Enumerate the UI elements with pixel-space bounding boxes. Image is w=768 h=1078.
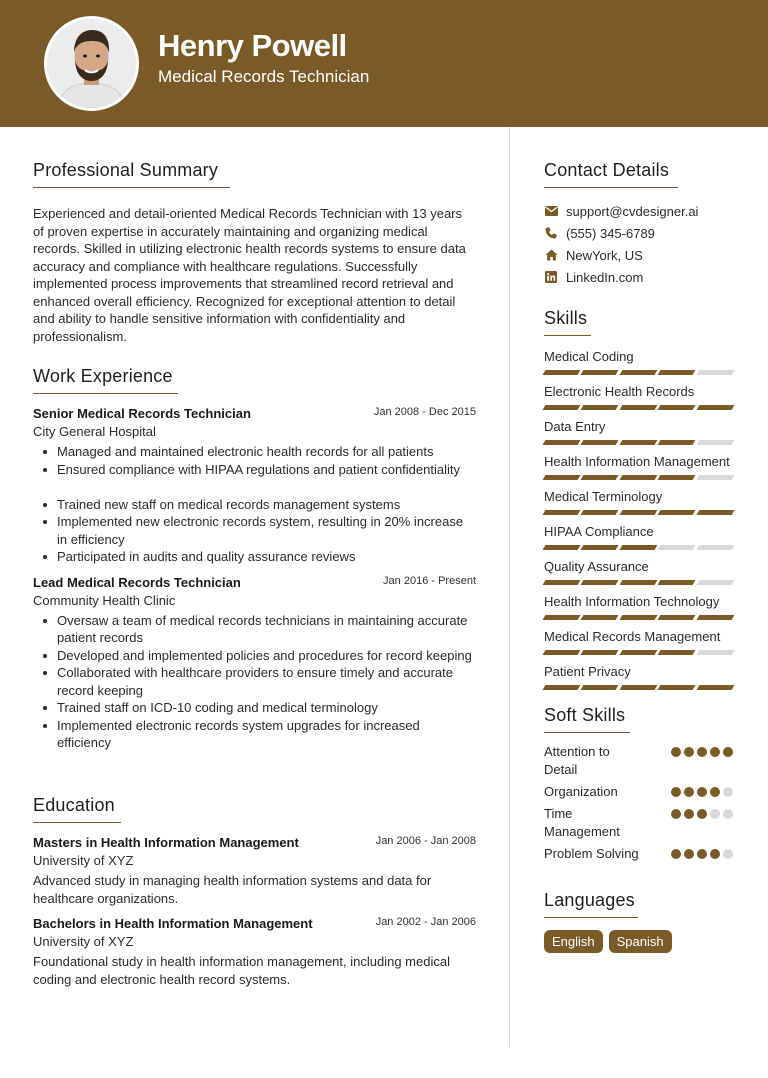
section-title-skills: Skills — [544, 308, 591, 336]
skill-name: Electronic Health Records — [544, 384, 695, 399]
skill-level-segment — [581, 475, 619, 480]
job-role: Lead Medical Records Technician — [33, 574, 241, 590]
skill-level-segment — [696, 615, 734, 620]
skills-section — [544, 308, 733, 690]
rating-dot — [684, 809, 694, 819]
contact-phone-text: (555) 345-6789 — [566, 225, 655, 241]
job-bullet: Implemented electronic records system upgrades for increased efficiency — [33, 717, 476, 752]
skill-level-segment — [658, 685, 696, 690]
skill-name: HIPAA Compliance — [544, 524, 654, 539]
person-portrait-icon — [47, 19, 136, 108]
contact-location — [544, 244, 736, 266]
job-bullet: Trained staff on ICD-10 coding and medical terminology — [33, 699, 476, 717]
job-dates: Jan 2008 - Dec 2015 — [373, 406, 476, 418]
skill-level-bar — [544, 615, 733, 620]
rating-dot — [671, 787, 681, 797]
skill-level-segment — [581, 615, 619, 620]
job-organization: Community Health Clinic — [33, 592, 176, 608]
skill-level-bar — [544, 440, 733, 445]
skill-item — [544, 628, 733, 655]
soft-skill-name: Attention to Detail — [544, 744, 610, 777]
skill-level-segment — [619, 545, 657, 550]
skill-item — [544, 523, 733, 550]
header-banner — [0, 0, 768, 127]
skill-level-segment — [619, 475, 657, 480]
skill-level-segment — [658, 440, 696, 445]
job-entry — [33, 574, 476, 752]
rating-dot — [684, 747, 694, 757]
languages-section — [544, 890, 733, 953]
rating-dot — [710, 747, 720, 757]
language-badge: English — [544, 930, 603, 953]
soft-skill-name: Problem Solving — [544, 846, 639, 861]
skill-level-bar — [544, 370, 733, 375]
soft-skill-item — [544, 743, 733, 779]
home-icon — [544, 248, 558, 262]
section-title-summary: Professional Summary — [33, 160, 230, 188]
candidate-name: Henry Powell — [158, 28, 347, 63]
skill-level-segment — [658, 510, 696, 515]
rating-dot — [710, 787, 720, 797]
section-title-education: Education — [33, 795, 121, 823]
skill-item — [544, 558, 733, 585]
linkedin-icon — [544, 270, 558, 284]
contact-list — [544, 200, 736, 288]
soft-skills-list — [544, 743, 733, 863]
skill-level-segment — [543, 650, 581, 655]
skill-level-segment — [543, 685, 581, 690]
skill-level-segment — [619, 370, 657, 375]
skill-level-segment — [696, 405, 734, 410]
education-dates: Jan 2002 - Jan 2006 — [375, 916, 476, 928]
contact-email-text: support@cvdesigner.ai — [566, 203, 699, 219]
job-bullet: Participated in audits and quality assurance reviews — [33, 548, 476, 566]
summary-text: Experienced and detail-oriented Medical Records Technician with 13 years of proven expertise in accurately maintaining and organizing medical records. Skilled in utilizing electronic health records systems to ensure data accuracy and compliance with healthcare regulations. Successfully implemented process improvements that streamlined record retrieval and enhanced overall efficiency. Recognized for exceptional attention to detail and ability to handle sensitive information with confidentiality and professionalism. — [33, 206, 466, 344]
section-title-experience: Work Experience — [33, 366, 178, 394]
skill-level-segment — [543, 510, 581, 515]
skill-name: Quality Assurance — [544, 559, 649, 574]
rating-dot — [671, 849, 681, 859]
skill-level-segment — [581, 685, 619, 690]
skill-name: Data Entry — [544, 419, 606, 434]
skill-name: Patient Privacy — [544, 664, 631, 679]
skill-item — [544, 663, 733, 690]
skill-level-segment — [696, 370, 734, 375]
skill-level-segment — [619, 650, 657, 655]
education-header — [33, 834, 476, 852]
rating-dot — [710, 809, 720, 819]
skill-level-segment — [543, 440, 581, 445]
rating-dot — [710, 849, 720, 859]
soft-skills-section — [544, 705, 733, 863]
skill-level-segment — [696, 510, 734, 515]
skill-level-segment — [543, 475, 581, 480]
skill-level-bar — [544, 580, 733, 585]
languages-list — [544, 930, 733, 953]
job-header — [33, 574, 476, 592]
school-name: University of XYZ — [33, 853, 134, 868]
rating-dot — [684, 787, 694, 797]
rating-dot — [723, 849, 733, 859]
section-title-contact: Contact Details — [544, 160, 678, 188]
job-dates: Jan 2016 - Present — [383, 574, 476, 587]
skill-level-segment — [658, 545, 696, 550]
job-bullet: Trained new staff on medical records management systems — [33, 496, 476, 514]
soft-skill-rating — [671, 849, 733, 859]
school-name: University of XYZ — [33, 934, 134, 949]
soft-skill-name: Organization — [544, 784, 618, 799]
skill-level-segment — [581, 370, 619, 375]
skill-level-segment — [619, 685, 657, 690]
skill-item — [544, 593, 733, 620]
skill-level-segment — [696, 580, 734, 585]
soft-skill-item — [544, 845, 733, 863]
skill-level-bar — [544, 405, 733, 410]
skill-level-segment — [619, 615, 657, 620]
contact-phone[interactable] — [544, 222, 736, 244]
skill-level-segment — [658, 475, 696, 480]
skill-level-bar — [544, 545, 733, 550]
rating-dot — [723, 787, 733, 797]
skill-level-segment — [696, 475, 734, 480]
skill-level-segment — [581, 405, 619, 410]
experience-section — [33, 366, 476, 752]
skill-item — [544, 383, 733, 410]
skill-level-segment — [619, 510, 657, 515]
contact-location-text: NewYork, US — [566, 247, 643, 263]
job-bullet: Ensured compliance with HIPAA regulations and patient confidentiality — [33, 461, 476, 479]
skill-level-segment — [581, 650, 619, 655]
rating-dot — [723, 747, 733, 757]
skill-level-bar — [544, 475, 733, 480]
skill-name: Medical Coding — [544, 349, 634, 364]
rating-dot — [671, 747, 681, 757]
education-header — [33, 915, 476, 933]
skill-name: Medical Terminology — [544, 489, 663, 504]
skill-level-segment — [658, 650, 696, 655]
skill-level-segment — [543, 370, 581, 375]
skill-item — [544, 453, 733, 480]
profile-photo — [44, 16, 139, 111]
contact-section — [544, 160, 736, 288]
soft-skill-rating — [671, 787, 733, 797]
skill-level-segment — [619, 580, 657, 585]
skill-level-segment — [658, 615, 696, 620]
education-entry — [33, 834, 476, 907]
education-section — [33, 795, 476, 988]
contact-linkedin-text: LinkedIn.com — [566, 269, 644, 285]
rating-dot — [697, 849, 707, 859]
soft-skill-item — [544, 805, 733, 841]
skill-name: Health Information Management — [544, 454, 730, 469]
job-bullet: Collaborated with healthcare providers to ensure timely and accurate record keeping — [33, 664, 476, 699]
skill-level-segment — [696, 650, 734, 655]
skill-level-segment — [696, 685, 734, 690]
language-badge: Spanish — [609, 930, 672, 953]
job-header — [33, 405, 476, 423]
skill-level-segment — [658, 405, 696, 410]
rating-dot — [697, 809, 707, 819]
job-bullet: Developed and implemented policies and procedures for record keeping — [33, 647, 476, 665]
job-bullet: Managed and maintained electronic health records for all patients — [33, 443, 476, 461]
skill-name: Medical Records Management — [544, 629, 721, 644]
rating-dot — [697, 747, 707, 757]
soft-skill-item — [544, 783, 733, 801]
skill-level-segment — [619, 440, 657, 445]
job-organization: City General Hospital — [33, 424, 156, 439]
skill-level-segment — [658, 370, 696, 375]
rating-dot — [671, 809, 681, 819]
section-title-soft-skills: Soft Skills — [544, 705, 630, 733]
candidate-title: Medical Records Technician — [158, 67, 370, 86]
skill-level-segment — [543, 580, 581, 585]
education-description: Foundational study in health information management, including medical coding and electronic health record systems. — [33, 954, 450, 987]
skill-level-segment — [543, 615, 581, 620]
job-bullet: Implemented new electronic records system, resulting in 20% increase in efficiency — [33, 513, 476, 548]
degree-title: Bachelors in Health Information Management — [33, 916, 313, 931]
soft-skill-name: Time Management — [544, 806, 620, 839]
skill-name: Health Information Technology — [544, 594, 720, 609]
job-bullets — [33, 443, 476, 566]
skill-level-segment — [696, 545, 734, 550]
degree-title: Masters in Health Information Management — [33, 835, 299, 850]
skill-level-segment — [543, 545, 581, 550]
job-bullet: Oversaw a team of medical records technicians in maintaining accurate patient records — [33, 612, 476, 647]
job-role: Senior Medical Records Technician — [33, 406, 251, 421]
skills-list — [544, 348, 733, 690]
job-bullets — [33, 612, 476, 752]
summary-section — [33, 160, 476, 345]
column-divider — [509, 127, 510, 1047]
skill-level-segment — [581, 440, 619, 445]
soft-skill-rating — [671, 747, 733, 757]
skill-level-bar — [544, 685, 733, 690]
skill-level-bar — [544, 510, 733, 515]
skill-level-segment — [581, 580, 619, 585]
skill-level-bar — [544, 650, 733, 655]
skill-item — [544, 348, 733, 375]
skill-item — [544, 488, 733, 515]
skill-level-segment — [619, 405, 657, 410]
job-entry — [33, 405, 476, 566]
rating-dot — [697, 787, 707, 797]
skill-level-segment — [581, 545, 619, 550]
envelope-icon — [544, 204, 558, 218]
contact-email[interactable] — [544, 200, 736, 222]
education-description: Advanced study in managing health information systems and data for healthcare organizations. — [33, 873, 432, 906]
skill-level-segment — [696, 440, 734, 445]
skill-item — [544, 418, 733, 445]
skill-level-segment — [581, 510, 619, 515]
phone-icon — [544, 226, 558, 240]
skill-level-segment — [543, 405, 581, 410]
rating-dot — [684, 849, 694, 859]
education-entry — [33, 915, 476, 988]
contact-linkedin[interactable] — [544, 266, 736, 288]
education-dates: Jan 2006 - Jan 2008 — [375, 835, 476, 847]
soft-skill-rating — [671, 809, 733, 819]
section-title-languages: Languages — [544, 890, 638, 918]
rating-dot — [723, 809, 733, 819]
skill-level-segment — [658, 580, 696, 585]
